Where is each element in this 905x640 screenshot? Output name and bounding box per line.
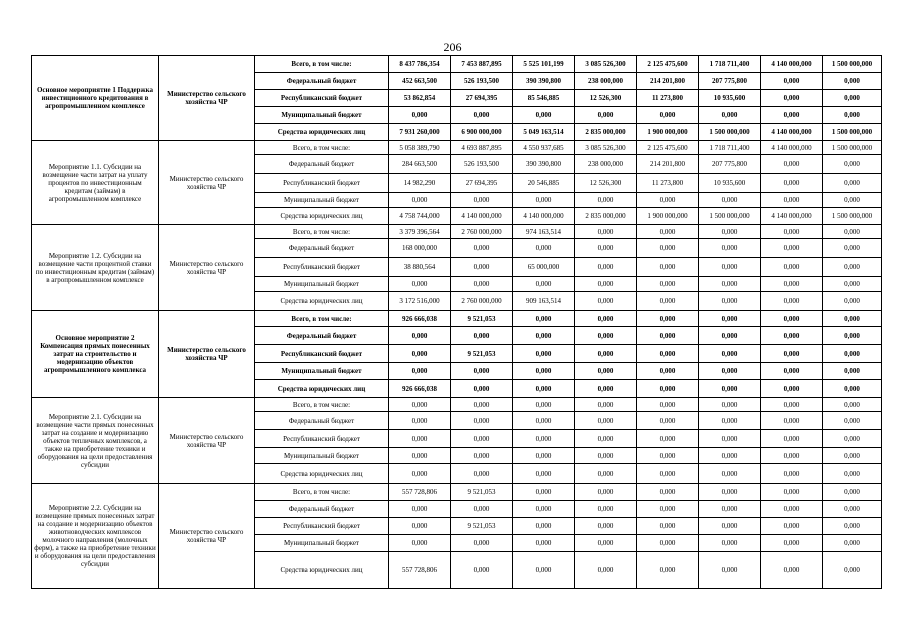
amount-cell: 0,000 <box>761 464 823 484</box>
funding-source-cell: Федеральный бюджет <box>255 239 389 258</box>
funding-source-cell: Федеральный бюджет <box>255 155 389 174</box>
amount-cell: 0,000 <box>637 430 699 448</box>
amount-cell: 557 728,806 <box>389 484 451 501</box>
activity-cell: Основное мероприятие 2 Компенсация прямых понесенных затрат на строительство и модернизацию объектов агропромышленного комплекса <box>32 311 159 398</box>
amount-cell: 0,000 <box>637 292 699 311</box>
amount-cell: 0,000 <box>699 398 761 412</box>
amount-cell: 0,000 <box>699 327 761 345</box>
amount-cell: 0,000 <box>451 501 513 518</box>
amount-cell: 0,000 <box>823 535 882 552</box>
amount-cell: 0,000 <box>823 107 882 124</box>
amount-cell: 5 525 101,199 <box>513 56 575 73</box>
amount-cell: 12 526,300 <box>575 90 637 107</box>
amount-cell: 0,000 <box>823 518 882 535</box>
amount-cell: 0,000 <box>575 464 637 484</box>
funding-source-cell: Муниципальный бюджет <box>255 193 389 208</box>
amount-cell: 4 140 000,000 <box>761 141 823 155</box>
amount-cell: 214 201,800 <box>637 155 699 174</box>
amount-cell: 0,000 <box>823 292 882 311</box>
amount-cell: 0,000 <box>513 363 575 380</box>
amount-cell: 0,000 <box>389 107 451 124</box>
amount-cell: 0,000 <box>699 292 761 311</box>
amount-cell: 5 049 163,514 <box>513 124 575 141</box>
amount-cell: 0,000 <box>823 484 882 501</box>
amount-cell: 0,000 <box>513 327 575 345</box>
amount-cell: 0,000 <box>575 380 637 398</box>
amount-cell: 0,000 <box>513 535 575 552</box>
amount-cell: 0,000 <box>761 380 823 398</box>
amount-cell: 38 880,564 <box>389 258 451 277</box>
amount-cell: 1 500 000,000 <box>823 141 882 155</box>
amount-cell: 3 085 526,300 <box>575 56 637 73</box>
amount-cell: 0,000 <box>823 311 882 327</box>
amount-cell: 0,000 <box>761 174 823 193</box>
executor-cell: Министерство сельского хозяйства ЧР <box>159 484 255 589</box>
funding-source-cell: Средства юридических лиц <box>255 552 389 589</box>
amount-cell: 9 521,053 <box>451 484 513 501</box>
funding-source-cell: Средства юридических лиц <box>255 208 389 225</box>
amount-cell: 526 193,500 <box>451 73 513 90</box>
funding-source-cell: Муниципальный бюджет <box>255 107 389 124</box>
amount-cell: 4 140 000,000 <box>451 208 513 225</box>
amount-cell: 1 718 711,400 <box>699 141 761 155</box>
amount-cell: 7 453 887,895 <box>451 56 513 73</box>
amount-cell: 0,000 <box>823 464 882 484</box>
amount-cell: 0,000 <box>823 277 882 292</box>
amount-cell: 0,000 <box>761 518 823 535</box>
amount-cell: 0,000 <box>699 225 761 239</box>
amount-cell: 0,000 <box>637 277 699 292</box>
amount-cell: 0,000 <box>575 239 637 258</box>
amount-cell: 0,000 <box>823 155 882 174</box>
amount-cell: 909 163,514 <box>513 292 575 311</box>
amount-cell: 0,000 <box>451 535 513 552</box>
amount-cell: 0,000 <box>637 518 699 535</box>
funding-source-cell: Федеральный бюджет <box>255 412 389 430</box>
amount-cell: 0,000 <box>513 484 575 501</box>
amount-cell: 1 500 000,000 <box>823 208 882 225</box>
amount-cell: 207 775,800 <box>699 73 761 90</box>
amount-cell: 4 140 000,000 <box>513 208 575 225</box>
amount-cell: 0,000 <box>451 430 513 448</box>
amount-cell: 27 694,395 <box>451 90 513 107</box>
funding-source-cell: Муниципальный бюджет <box>255 535 389 552</box>
amount-cell: 0,000 <box>761 535 823 552</box>
amount-cell: 0,000 <box>575 327 637 345</box>
funding-source-cell: Всего, в том числе: <box>255 484 389 501</box>
amount-cell: 0,000 <box>761 327 823 345</box>
activity-cell: Основное мероприятие 1 Поддержка инвестиционного кредитования в агропромышленном комплексе <box>32 56 159 141</box>
amount-cell: 0,000 <box>451 277 513 292</box>
amount-cell: 3 379 396,564 <box>389 225 451 239</box>
amount-cell: 1 500 000,000 <box>823 124 882 141</box>
amount-cell: 0,000 <box>699 412 761 430</box>
amount-cell: 0,000 <box>513 518 575 535</box>
amount-cell: 0,000 <box>513 552 575 589</box>
amount-cell: 4 758 744,000 <box>389 208 451 225</box>
amount-cell: 0,000 <box>761 552 823 589</box>
amount-cell: 1 718 711,400 <box>699 56 761 73</box>
amount-cell: 4 693 887,895 <box>451 141 513 155</box>
funding-source-cell: Республиканский бюджет <box>255 174 389 193</box>
amount-cell: 0,000 <box>637 484 699 501</box>
amount-cell: 0,000 <box>637 107 699 124</box>
amount-cell: 0,000 <box>513 277 575 292</box>
amount-cell: 0,000 <box>389 464 451 484</box>
amount-cell: 0,000 <box>575 258 637 277</box>
amount-cell: 1 900 000,000 <box>637 208 699 225</box>
amount-cell: 0,000 <box>389 345 451 363</box>
amount-cell: 0,000 <box>451 239 513 258</box>
funding-source-cell: Федеральный бюджет <box>255 73 389 90</box>
amount-cell: 0,000 <box>761 193 823 208</box>
executor-cell: Министерство сельского хозяйства ЧР <box>159 56 255 141</box>
amount-cell: 0,000 <box>761 398 823 412</box>
amount-cell: 0,000 <box>823 239 882 258</box>
amount-cell: 0,000 <box>761 73 823 90</box>
amount-cell: 0,000 <box>637 535 699 552</box>
amount-cell: 0,000 <box>761 412 823 430</box>
budget-table-body <box>32 56 882 589</box>
amount-cell: 0,000 <box>575 448 637 464</box>
amount-cell: 1 500 000,000 <box>823 56 882 73</box>
amount-cell: 0,000 <box>699 484 761 501</box>
amount-cell: 6 900 000,000 <box>451 124 513 141</box>
amount-cell: 0,000 <box>389 501 451 518</box>
funding-source-cell: Федеральный бюджет <box>255 501 389 518</box>
amount-cell: 0,000 <box>823 193 882 208</box>
amount-cell: 0,000 <box>637 448 699 464</box>
amount-cell: 0,000 <box>575 193 637 208</box>
amount-cell: 4 140 000,000 <box>761 124 823 141</box>
funding-source-cell: Средства юридических лиц <box>255 124 389 141</box>
amount-cell: 0,000 <box>761 90 823 107</box>
amount-cell: 0,000 <box>761 225 823 239</box>
amount-cell: 390 390,800 <box>513 155 575 174</box>
amount-cell: 0,000 <box>637 327 699 345</box>
amount-cell: 526 193,500 <box>451 155 513 174</box>
budget-table <box>31 55 882 589</box>
amount-cell: 0,000 <box>823 174 882 193</box>
amount-cell: 0,000 <box>575 311 637 327</box>
amount-cell: 0,000 <box>389 327 451 345</box>
funding-source-cell: Республиканский бюджет <box>255 345 389 363</box>
amount-cell: 0,000 <box>575 277 637 292</box>
amount-cell: 557 728,806 <box>389 552 451 589</box>
amount-cell: 0,000 <box>389 363 451 380</box>
amount-cell: 0,000 <box>761 311 823 327</box>
amount-cell: 3 085 526,300 <box>575 141 637 155</box>
amount-cell: 0,000 <box>699 193 761 208</box>
amount-cell: 0,000 <box>761 448 823 464</box>
amount-cell: 974 163,514 <box>513 225 575 239</box>
amount-cell: 0,000 <box>451 258 513 277</box>
amount-cell: 0,000 <box>637 380 699 398</box>
amount-cell: 0,000 <box>575 535 637 552</box>
amount-cell: 0,000 <box>513 311 575 327</box>
amount-cell: 2 760 000,000 <box>451 292 513 311</box>
amount-cell: 168 000,000 <box>389 239 451 258</box>
amount-cell: 0,000 <box>761 501 823 518</box>
amount-cell: 214 201,800 <box>637 73 699 90</box>
amount-cell: 0,000 <box>451 327 513 345</box>
amount-cell: 0,000 <box>513 345 575 363</box>
amount-cell: 0,000 <box>389 398 451 412</box>
funding-source-cell: Республиканский бюджет <box>255 430 389 448</box>
amount-cell: 20 546,885 <box>513 174 575 193</box>
funding-source-cell: Всего, в том числе: <box>255 398 389 412</box>
table-row <box>32 56 882 73</box>
amount-cell: 9 521,053 <box>451 345 513 363</box>
amount-cell: 0,000 <box>513 412 575 430</box>
amount-cell: 0,000 <box>513 501 575 518</box>
amount-cell: 2 760 000,000 <box>451 225 513 239</box>
amount-cell: 0,000 <box>451 193 513 208</box>
amount-cell: 8 437 786,354 <box>389 56 451 73</box>
amount-cell: 0,000 <box>699 239 761 258</box>
amount-cell: 0,000 <box>575 345 637 363</box>
amount-cell: 1 500 000,000 <box>699 208 761 225</box>
amount-cell: 9 521,053 <box>451 518 513 535</box>
amount-cell: 0,000 <box>389 412 451 430</box>
amount-cell: 0,000 <box>451 448 513 464</box>
amount-cell: 0,000 <box>823 90 882 107</box>
amount-cell: 0,000 <box>761 239 823 258</box>
amount-cell: 0,000 <box>451 380 513 398</box>
amount-cell: 0,000 <box>823 552 882 589</box>
amount-cell: 0,000 <box>389 448 451 464</box>
funding-source-cell: Муниципальный бюджет <box>255 277 389 292</box>
funding-source-cell: Муниципальный бюджет <box>255 363 389 380</box>
amount-cell: 2 125 475,600 <box>637 141 699 155</box>
amount-cell: 1 900 000,000 <box>637 124 699 141</box>
amount-cell: 0,000 <box>389 430 451 448</box>
amount-cell: 284 663,500 <box>389 155 451 174</box>
amount-cell: 0,000 <box>451 398 513 412</box>
amount-cell: 53 862,854 <box>389 90 451 107</box>
amount-cell: 0,000 <box>637 501 699 518</box>
table-row <box>32 398 882 412</box>
amount-cell: 0,000 <box>699 107 761 124</box>
amount-cell: 0,000 <box>699 448 761 464</box>
amount-cell: 0,000 <box>575 225 637 239</box>
amount-cell: 0,000 <box>699 258 761 277</box>
amount-cell: 0,000 <box>513 380 575 398</box>
amount-cell: 0,000 <box>575 552 637 589</box>
amount-cell: 10 935,600 <box>699 174 761 193</box>
amount-cell: 0,000 <box>451 363 513 380</box>
amount-cell: 0,000 <box>761 107 823 124</box>
amount-cell: 0,000 <box>513 107 575 124</box>
amount-cell: 0,000 <box>699 464 761 484</box>
funding-source-cell: Средства юридических лиц <box>255 380 389 398</box>
funding-source-cell: Республиканский бюджет <box>255 258 389 277</box>
amount-cell: 0,000 <box>699 380 761 398</box>
table-row <box>32 225 882 239</box>
amount-cell: 0,000 <box>823 327 882 345</box>
amount-cell: 85 546,885 <box>513 90 575 107</box>
funding-source-cell: Республиканский бюджет <box>255 518 389 535</box>
amount-cell: 4 140 000,000 <box>761 56 823 73</box>
amount-cell: 0,000 <box>637 345 699 363</box>
amount-cell: 2 125 475,600 <box>637 56 699 73</box>
amount-cell: 0,000 <box>637 412 699 430</box>
amount-cell: 238 000,000 <box>575 73 637 90</box>
amount-cell: 11 273,800 <box>637 90 699 107</box>
page-number: 206 <box>443 40 462 54</box>
amount-cell: 0,000 <box>389 535 451 552</box>
funding-source-cell: Всего, в том числе: <box>255 311 389 327</box>
amount-cell: 0,000 <box>575 398 637 412</box>
amount-cell: 0,000 <box>699 535 761 552</box>
amount-cell: 0,000 <box>575 484 637 501</box>
executor-cell: Министерство сельского хозяйства ЧР <box>159 225 255 311</box>
activity-cell: Мероприятие 1.1. Субсидии на возмещение части затрат на уплату процентов по инвестиционным кредитам (займам) в агропромышленном комплексе <box>32 141 159 225</box>
amount-cell: 0,000 <box>575 107 637 124</box>
amount-cell: 0,000 <box>823 448 882 464</box>
amount-cell: 926 666,038 <box>389 380 451 398</box>
amount-cell: 0,000 <box>761 363 823 380</box>
amount-cell: 926 666,038 <box>389 311 451 327</box>
activity-cell: Мероприятие 1.2. Субсидии на возмещение части процентной ставки по инвестиционным кредитам (займам) в агропромышленном комплексе <box>32 225 159 311</box>
amount-cell: 0,000 <box>699 501 761 518</box>
amount-cell: 0,000 <box>575 518 637 535</box>
amount-cell: 0,000 <box>823 225 882 239</box>
amount-cell: 0,000 <box>823 73 882 90</box>
amount-cell: 0,000 <box>451 412 513 430</box>
activity-cell: Мероприятие 2.1. Субсидии на возмещение части прямых понесенных затрат на создание и модернизацию объектов тепличных комплексов, а также на приобретение техники и оборудования на цели предоставления субсидии <box>32 398 159 484</box>
amount-cell: 0,000 <box>513 239 575 258</box>
amount-cell: 11 273,800 <box>637 174 699 193</box>
amount-cell: 0,000 <box>823 501 882 518</box>
amount-cell: 0,000 <box>699 363 761 380</box>
amount-cell: 0,000 <box>823 398 882 412</box>
funding-source-cell: Всего, в том числе: <box>255 225 389 239</box>
amount-cell: 0,000 <box>513 398 575 412</box>
amount-cell: 2 835 000,000 <box>575 208 637 225</box>
amount-cell: 238 000,000 <box>575 155 637 174</box>
amount-cell: 2 835 000,000 <box>575 124 637 141</box>
funding-source-cell: Федеральный бюджет <box>255 327 389 345</box>
amount-cell: 0,000 <box>513 430 575 448</box>
amount-cell: 0,000 <box>451 464 513 484</box>
amount-cell: 1 500 000,000 <box>699 124 761 141</box>
amount-cell: 0,000 <box>575 363 637 380</box>
amount-cell: 452 663,500 <box>389 73 451 90</box>
amount-cell: 0,000 <box>699 430 761 448</box>
amount-cell: 14 982,290 <box>389 174 451 193</box>
amount-cell: 0,000 <box>637 258 699 277</box>
amount-cell: 0,000 <box>761 430 823 448</box>
amount-cell: 0,000 <box>823 430 882 448</box>
amount-cell: 0,000 <box>637 398 699 412</box>
amount-cell: 0,000 <box>451 552 513 589</box>
amount-cell: 0,000 <box>823 258 882 277</box>
table-row <box>32 311 882 327</box>
amount-cell: 0,000 <box>575 412 637 430</box>
amount-cell: 207 775,800 <box>699 155 761 174</box>
amount-cell: 0,000 <box>823 345 882 363</box>
amount-cell: 0,000 <box>389 193 451 208</box>
executor-cell: Министерство сельского хозяйства ЧР <box>159 398 255 484</box>
amount-cell: 5 058 389,790 <box>389 141 451 155</box>
amount-cell: 0,000 <box>761 155 823 174</box>
amount-cell: 0,000 <box>761 277 823 292</box>
amount-cell: 0,000 <box>513 464 575 484</box>
amount-cell: 0,000 <box>637 363 699 380</box>
amount-cell: 0,000 <box>761 484 823 501</box>
amount-cell: 27 694,395 <box>451 174 513 193</box>
amount-cell: 0,000 <box>823 363 882 380</box>
amount-cell: 12 526,300 <box>575 174 637 193</box>
executor-cell: Министерство сельского хозяйства ЧР <box>159 141 255 225</box>
amount-cell: 0,000 <box>575 292 637 311</box>
amount-cell: 10 935,600 <box>699 90 761 107</box>
table-row <box>32 141 882 155</box>
amount-cell: 0,000 <box>761 292 823 311</box>
amount-cell: 65 000,000 <box>513 258 575 277</box>
amount-cell: 0,000 <box>699 552 761 589</box>
amount-cell: 0,000 <box>699 277 761 292</box>
amount-cell: 3 172 516,000 <box>389 292 451 311</box>
amount-cell: 9 521,053 <box>451 311 513 327</box>
amount-cell: 0,000 <box>761 258 823 277</box>
executor-cell: Министерство сельского хозяйства ЧР <box>159 311 255 398</box>
funding-source-cell: Средства юридических лиц <box>255 464 389 484</box>
amount-cell: 0,000 <box>699 518 761 535</box>
amount-cell: 0,000 <box>389 277 451 292</box>
amount-cell: 0,000 <box>823 380 882 398</box>
amount-cell: 0,000 <box>575 430 637 448</box>
amount-cell: 0,000 <box>699 345 761 363</box>
amount-cell: 0,000 <box>637 311 699 327</box>
funding-source-cell: Всего, в том числе: <box>255 141 389 155</box>
amount-cell: 0,000 <box>637 225 699 239</box>
funding-source-cell: Всего, в том числе: <box>255 56 389 73</box>
amount-cell: 7 931 260,000 <box>389 124 451 141</box>
amount-cell: 0,000 <box>389 518 451 535</box>
amount-cell: 0,000 <box>637 552 699 589</box>
amount-cell: 0,000 <box>637 193 699 208</box>
amount-cell: 0,000 <box>823 412 882 430</box>
amount-cell: 0,000 <box>637 239 699 258</box>
amount-cell: 0,000 <box>575 501 637 518</box>
amount-cell: 0,000 <box>513 448 575 464</box>
amount-cell: 0,000 <box>451 107 513 124</box>
funding-source-cell: Республиканский бюджет <box>255 90 389 107</box>
amount-cell: 0,000 <box>761 345 823 363</box>
activity-cell: Мероприятие 2.2. Субсидии на возмещение прямых понесенных затрат на создание и модернизацию объектов животноводческих комплексов молочного направления (молочных ферм), а также на приобретение техники и оборудования на цели предоставления субсидии <box>32 484 159 589</box>
amount-cell: 0,000 <box>637 464 699 484</box>
amount-cell: 0,000 <box>699 311 761 327</box>
table-row <box>32 484 882 501</box>
amount-cell: 0,000 <box>513 193 575 208</box>
funding-source-cell: Средства юридических лиц <box>255 292 389 311</box>
funding-source-cell: Муниципальный бюджет <box>255 448 389 464</box>
amount-cell: 390 390,800 <box>513 73 575 90</box>
amount-cell: 4 550 937,685 <box>513 141 575 155</box>
amount-cell: 4 140 000,000 <box>761 208 823 225</box>
